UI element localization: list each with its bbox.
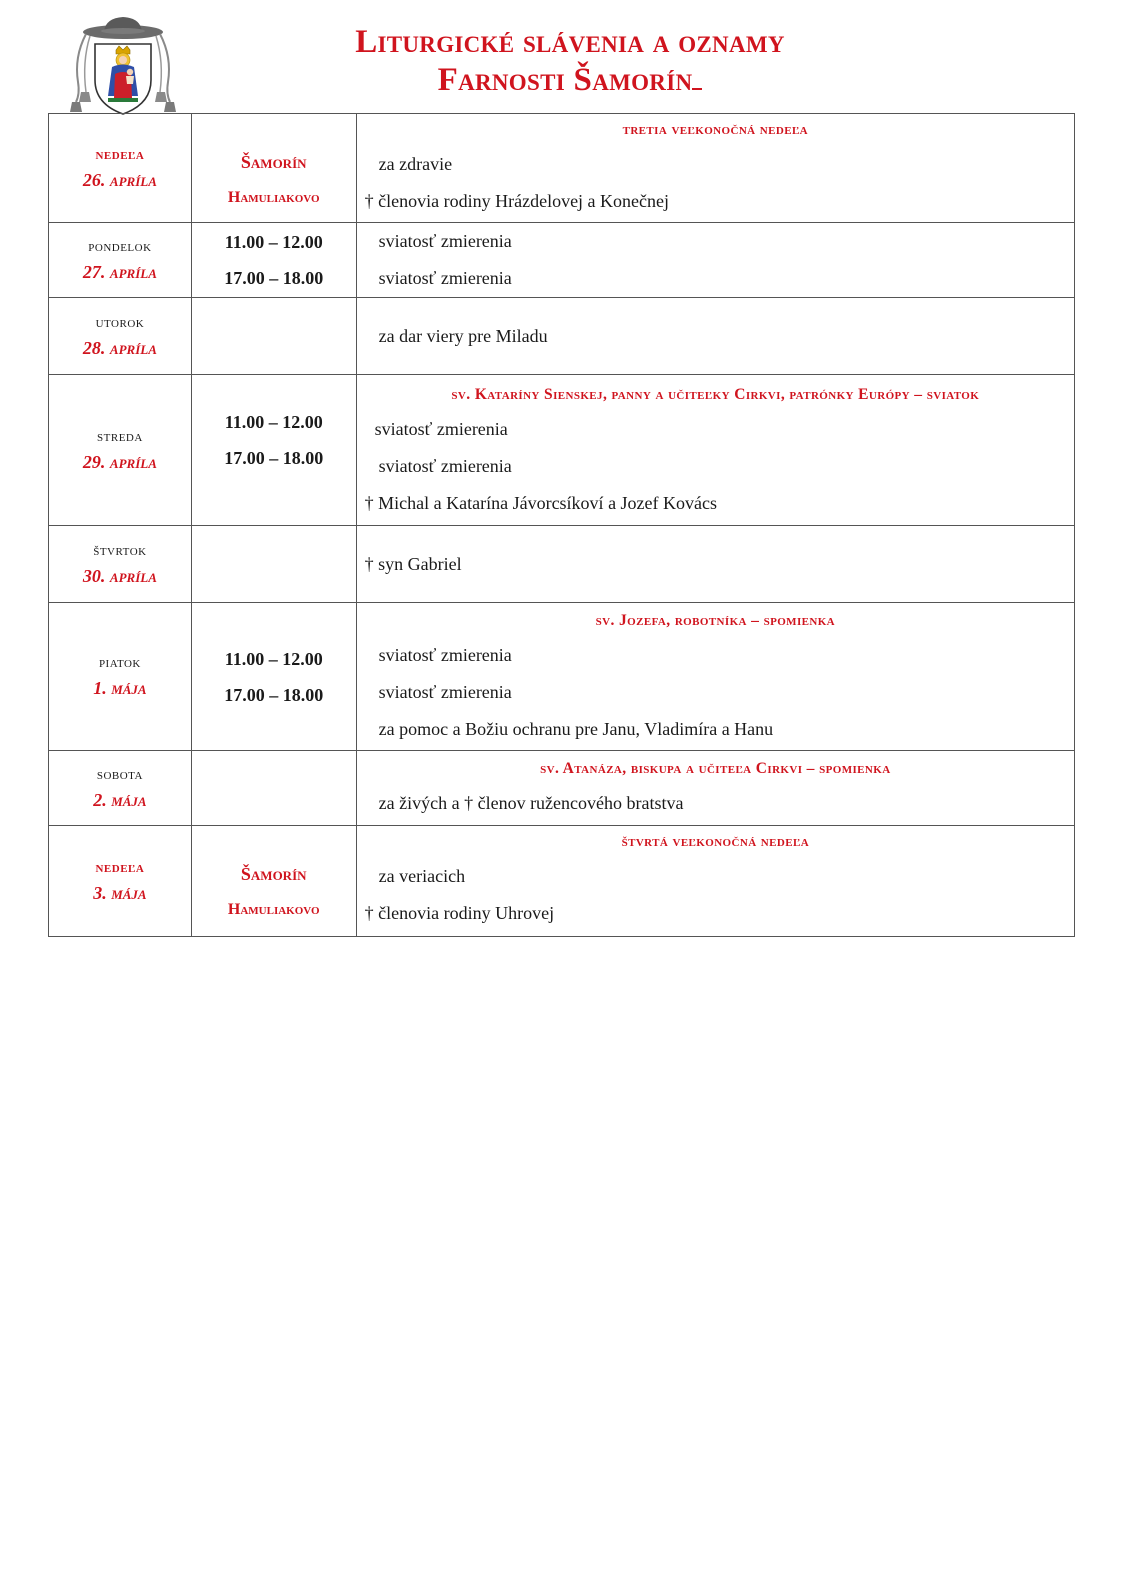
title-line-1: Liturgické slávenia a oznamy [355, 24, 785, 60]
day-cell [49, 603, 192, 751]
day-cell [49, 298, 192, 375]
time-slot: 17.00 – 18.00 [224, 268, 324, 288]
feast-label: štvrtá veľkonočná nedeľa [621, 833, 810, 850]
feast-label: sv. Jozefa, robotníka – spomienka [595, 612, 836, 629]
day-name: nedeľa [95, 858, 145, 876]
day-cell [49, 751, 192, 826]
feast-label: sv. Kataríny Sienskej, panny a učiteľky Cirkvi, patrónky Európy – sviatok [451, 386, 980, 403]
day-cell [49, 375, 192, 526]
intentions-cell [356, 526, 1074, 603]
day-cell [49, 223, 192, 298]
intention-line: sviatosť zmierenia [378, 231, 512, 251]
day-name: piatok [98, 654, 141, 671]
intention-line: za živých a † členov ružencového bratstva [378, 793, 684, 813]
time-cell [191, 826, 356, 937]
intention-line: † Michal a Katarína Jávorcsíkoví a Jozef Kovács [364, 493, 718, 513]
day-date: 30. apríla [82, 565, 157, 586]
title-line-2-text: Farnosti Šamorín [437, 61, 693, 98]
time-cell [191, 298, 356, 375]
day-date: 1. mája [93, 678, 147, 698]
place-label: Šamorín [240, 152, 307, 172]
day-cell [49, 826, 192, 937]
day-date: 26. apríla [82, 169, 157, 190]
time-slot: 11.00 – 12.00 [224, 232, 323, 252]
day-date: 2. mája [93, 789, 147, 810]
schedule-table [48, 113, 1075, 937]
table-row [49, 375, 1075, 526]
intentions-cell [356, 375, 1074, 526]
intentions-cell [356, 114, 1074, 223]
intention-line: † syn Gabriel [364, 553, 462, 574]
table-row [49, 751, 1075, 826]
day-cell [49, 526, 192, 603]
table-row [49, 603, 1075, 751]
time-slot: 17.00 – 18.00 [224, 684, 324, 705]
day-date: 3. mája [93, 882, 147, 903]
table-row [49, 826, 1075, 937]
day-name: streda [97, 427, 143, 445]
intention-line: sviatosť zmierenia [378, 645, 512, 665]
table-row [49, 223, 1075, 298]
place-label: Hamuliakovo [227, 189, 320, 206]
day-date: 27. apríla [82, 261, 157, 282]
title-underscore [692, 64, 702, 90]
time-slot: 17.00 – 18.00 [224, 448, 324, 468]
feast-label: tretia veľkonočná nedeľa [622, 121, 809, 138]
intention-line: sviatosť zmierenia [378, 456, 512, 476]
intention-line: sviatosť zmierenia [378, 268, 512, 288]
feast-label: sv. Atanáza, biskupa a učiteľa Cirkvi – spomienka [540, 760, 891, 777]
day-name: sobota [96, 765, 143, 783]
time-cell [191, 526, 356, 603]
intention-line: za zdravie [378, 154, 453, 174]
time-cell [191, 114, 356, 223]
day-date: 28. apríla [82, 337, 157, 358]
title-line-2 [200, 62, 940, 100]
parish-coat-of-arms-icon [64, 12, 182, 118]
time-cell [191, 375, 356, 526]
intention-line: za dar viery pre Miladu [378, 325, 548, 346]
intention-line: sviatosť zmierenia [378, 682, 512, 702]
intentions-cell [356, 298, 1074, 375]
intention-line: za veriacich [378, 866, 466, 886]
time-cell [191, 603, 356, 751]
intention-line: za pomoc a Božiu ochranu pre Janu, Vladimíra a Hanu [378, 719, 774, 739]
intentions-cell [356, 751, 1074, 826]
day-name: utorok [95, 313, 145, 331]
table-row [49, 298, 1075, 375]
time-cell [191, 751, 356, 826]
time-slot: 11.00 – 12.00 [224, 412, 323, 432]
time-cell [191, 223, 356, 298]
intentions-cell [356, 603, 1074, 751]
day-name: nedeľa [95, 145, 145, 163]
day-name: štvrtok [93, 541, 147, 559]
intention-line: sviatosť zmierenia [374, 419, 508, 439]
place-label: Šamorín [240, 864, 307, 884]
table-row [49, 114, 1075, 223]
place-label: Hamuliakovo [227, 901, 320, 918]
day-name: pondelok [88, 237, 152, 255]
intentions-cell [356, 826, 1074, 937]
table-row [49, 526, 1075, 603]
intention-line: † členovia rodiny Uhrovej [364, 903, 555, 923]
day-cell [49, 114, 192, 223]
intentions-cell [356, 223, 1074, 298]
intention-line: † členovia rodiny Hrázdelovej a Konečnej [364, 191, 670, 211]
time-slot: 11.00 – 12.00 [224, 648, 323, 669]
day-date: 29. apríla [82, 451, 157, 472]
document-title [200, 24, 940, 100]
